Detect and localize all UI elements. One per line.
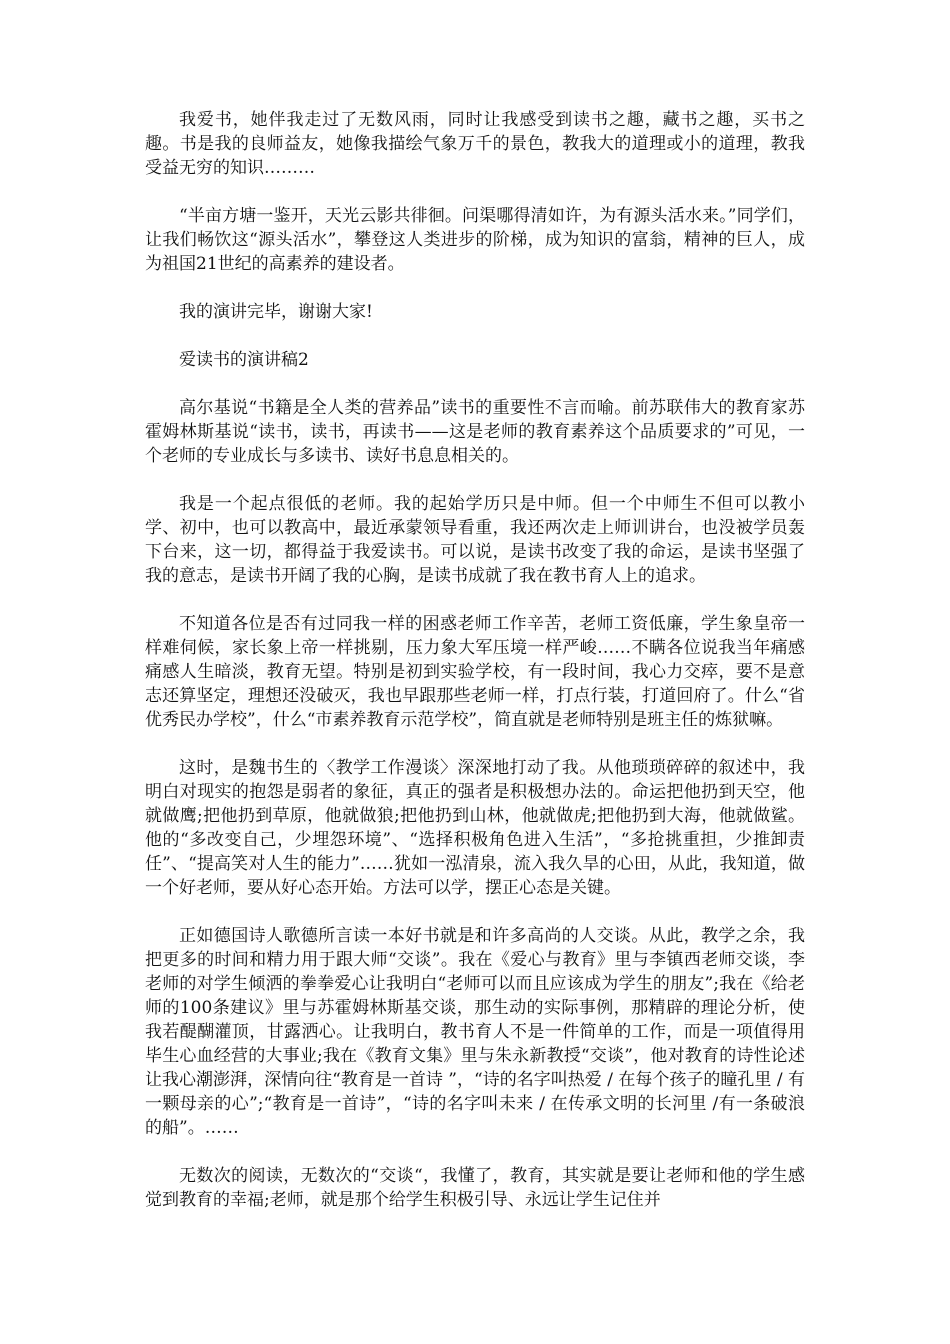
body-paragraph: 无数次的阅读，无数次的“交谈“，我懂了，教育，其实就是要让老师和他的学生感觉到教育的幸福;老师，就是那个给学生积极引导、永远让学生记住并 [145,1166,805,1210]
body-paragraph: “半亩方塘一鉴开，天光云影共徘徊。问渠哪得清如许，为有源头活水来。”同学们，让我们畅饮这“源头活水”，攀登这人类进步的阶梯，成为知识的富翁，精神的巨人，成为祖国21世纪的高素养的建设者。 [145,206,805,274]
body-paragraph: 这时，是魏书生的〈教学工作漫谈〉深深地打动了我。从他琐琐碎碎的叙述中，我明白对现实的抱怨是弱者的象征，真正的强者是积极想办法的。命运把他扔到天空，他就做鹰;把他扔到草原，他就做狼;把他扔到山林，他就做虎;把他扔到大海，他就做鲨。他的“多改变自己，少埋怨环境”、“选择积极角色进入生活”，“多抢挑重担，少推卸责任”、“提高笑对人生的能力”……犹如一泓清泉，流入我久旱的心田，从此，我知道，做一个好老师，要从好心态开始。方法可以学，摆正心态是关键。 [145,758,805,898]
body-paragraph: 我的演讲完毕，谢谢大家! [179,302,373,322]
body-paragraph: 高尔基说“书籍是全人类的营养品”读书的重要性不言而喻。前苏联伟大的教育家苏霍姆林斯基说“读书，读书，再读书——这是老师的教育素养这个品质要求的”可见，一个老师的专业成长与多读书、读好书息息相关的。 [145,398,805,466]
document-body [145,108,805,1236]
body-paragraph: 我爱书，她伴我走过了无数风雨，同时让我感受到读书之趣，藏书之趣，买书之趣。书是我的良师益友，她像我描绘气象万千的景色，教我大的道理或小的道理，教我受益无穷的知识……… [145,110,805,178]
section-heading: 爱读书的演讲稿2 [179,350,309,370]
body-paragraph: 不知道各位是否有过同我一样的困惑老师工作辛苦，老师工资低廉，学生象皇帝一样难伺候，家长象上帝一样挑剔，压力象大军压境一样严峻……不瞒各位说我当年痛感痛感人生暗淡，教育无望。特别是初到实验学校，有一段时间，我心力交瘁，要不是意志还算坚定，理想还没破灭，我也早跟那些老师一样，打点行装，打道回府了。什么“省优秀民办学校”，什么“市素养教育示范学校”，简直就是老师特别是班主任的炼狱嘛。 [145,614,805,730]
body-paragraph: 正如德国诗人歌德所言读一本好书就是和许多高尚的人交谈。从此，教学之余，我把更多的时间和精力用于跟大师“交谈”。我在《爱心与教育》里与李镇西老师交谈，李老师的对学生倾洒的拳拳爱心让我明白“老师可以而且应该成为学生的朋友”;我在《给老师的100条建议》里与苏霍姆林斯基交谈，那生动的实际事例，那精辟的理论分析，使我若醍醐灌顶，甘露洒心。让我明白，教书育人不是一件简单的工作，而是一项值得用毕生心血经营的大事业;我在《教育文集》里与朱永新教授“交谈”，他对教育的诗性论述让我心潮澎湃，深情向往“教育是一首诗 ”，“诗的名字叫热爱 / 在每个孩子的瞳孔里 / 有一颗母亲的心”;“教育是一首诗”，“诗的名字叫未来 / 在传承文明的长河里 /有一条破浪的船”。…… [145,926,805,1138]
body-paragraph: 我是一个起点很低的老师。我的起始学历只是中师。但一个中师生不但可以教小学、初中，也可以教高中，最近承蒙领导看重，我还两次走上师训讲台，也没被学员轰下台来，这一切，都得益于我爱读书。可以说，是读书改变了我的命运，是读书坚强了我的意志，是读书开阔了我的心胸，是读书成就了我在教书育人上的追求。 [145,494,805,586]
